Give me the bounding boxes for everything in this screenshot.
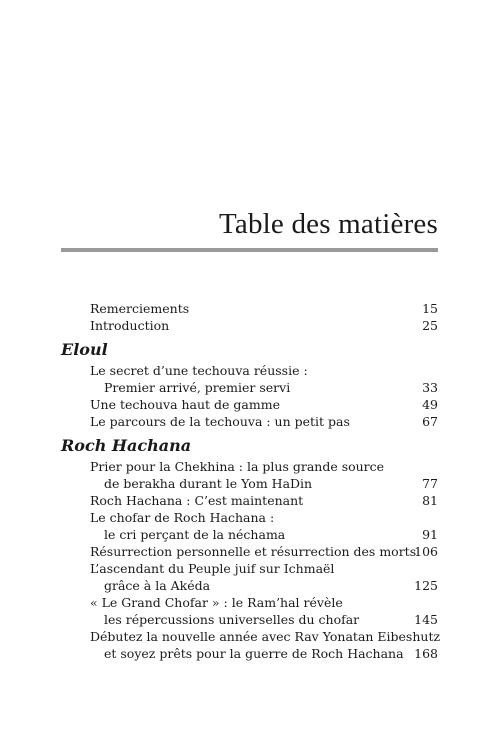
toc-entry-title: les répercussions universelles du chofar — [104, 612, 360, 627]
toc-entry — [0, 628, 500, 645]
toc-entry — [0, 300, 500, 317]
toc-entry-continuation — [0, 577, 500, 594]
toc-entry-title: Prier pour la Chekhina : la plus grande source — [90, 459, 385, 474]
toc-page-number: 15 — [422, 301, 438, 316]
toc-entry — [0, 362, 500, 379]
toc-entry — [0, 594, 500, 611]
toc-page-number: 81 — [422, 493, 438, 508]
toc-entry — [0, 413, 500, 430]
toc-entry-title: L’ascendant du Peuple juif sur Ichmaël — [90, 561, 335, 576]
section-heading: Eloul — [61, 340, 108, 359]
toc-page-number: 67 — [422, 414, 438, 429]
toc-entry — [0, 317, 500, 334]
toc-entry-title: et soyez prêts pour la guerre de Roch Hachana — [104, 646, 404, 661]
toc-entry-continuation — [0, 379, 500, 396]
toc-page-number: 168 — [414, 646, 438, 661]
toc-entry-title: Roch Hachana : C’est maintenant — [90, 493, 304, 508]
toc-entry-title: Le secret d’une techouva réussie : — [90, 363, 308, 378]
title-divider — [61, 248, 438, 252]
toc-entry — [0, 458, 500, 475]
toc-entry-title: Introduction — [90, 318, 170, 333]
table-of-contents — [0, 300, 500, 662]
toc-entry-title: le cri perçant de la néchama — [104, 527, 286, 542]
page-title: Table des matières — [219, 208, 438, 240]
toc-page-number: 25 — [422, 318, 438, 333]
toc-entry-title: Une techouva haut de gamme — [90, 397, 280, 412]
toc-entry-title: Résurrection personnelle et résurrection des morts — [90, 544, 417, 559]
toc-entry — [0, 560, 500, 577]
section-heading: Roch Hachana — [61, 436, 192, 455]
toc-entry-title: Le chofar de Roch Hachana : — [90, 510, 275, 525]
toc-page-number: 145 — [414, 612, 438, 627]
toc-page-number: 77 — [422, 476, 438, 491]
toc-entry-title: Premier arrivé, premier servi — [104, 380, 291, 395]
toc-entry-continuation — [0, 526, 500, 543]
toc-page-number: 106 — [414, 544, 438, 559]
toc-page-number: 91 — [422, 527, 438, 542]
toc-entry-continuation — [0, 611, 500, 628]
toc-page-number: 33 — [422, 380, 438, 395]
toc-entry — [0, 492, 500, 509]
toc-entry-continuation — [0, 645, 500, 662]
toc-entry-continuation — [0, 475, 500, 492]
toc-entry-title: Remerciements — [90, 301, 190, 316]
toc-entry-title: Le parcours de la techouva : un petit pas — [90, 414, 350, 429]
toc-entry-title: grâce à la Akéda — [104, 578, 211, 593]
toc-entry-title: Débutez la nouvelle année avec Rav Yonatan Eibeshutz — [90, 629, 441, 644]
toc-entry — [0, 543, 500, 560]
toc-entry-title: « Le Grand Chofar » : le Ram’hal révèle — [90, 595, 343, 610]
toc-entry — [0, 509, 500, 526]
toc-page-number: 49 — [422, 397, 438, 412]
toc-page-number: 125 — [414, 578, 438, 593]
toc-entry-title: de berakha durant le Yom HaDin — [104, 476, 313, 491]
toc-entry — [0, 396, 500, 413]
